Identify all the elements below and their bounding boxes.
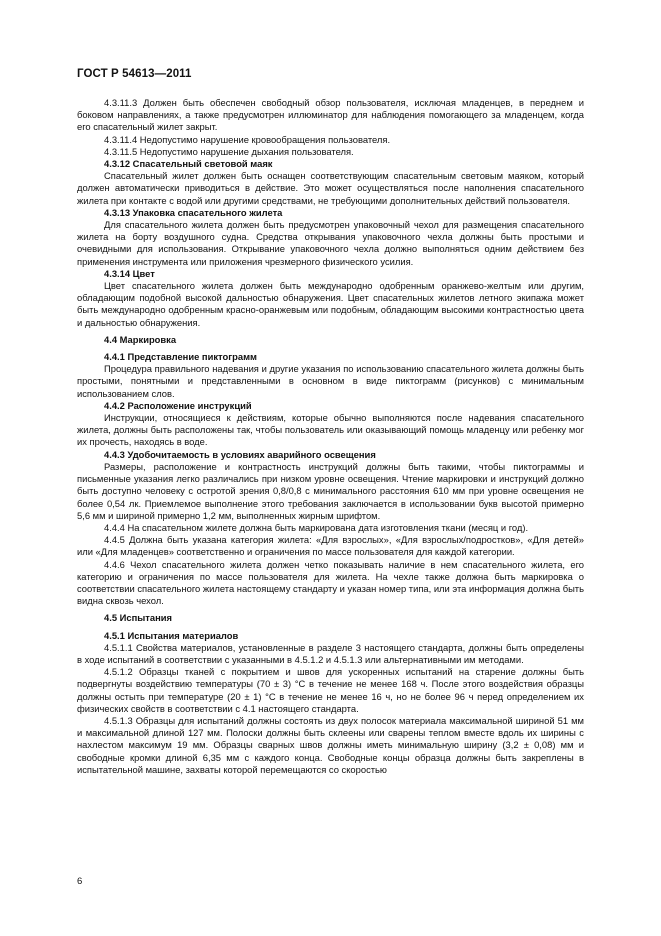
paragraph: 4.3.11.3 Должен быть обеспечен свободный обзор пользователя, исключая младенцев, в переднем и боковом направлениях, а также предусмотрен иллюминатор для наблюдения помогающего за младенцем, когда его спасательный жилет закрыт.	[77, 97, 584, 133]
section-heading: 4.4.2 Расположение инструкций	[104, 399, 252, 411]
section-heading: 4.4.3 Удобочитаемость в условиях аварийного освещения	[104, 448, 376, 460]
section-heading: 4.3.12 Спасательный световой маяк	[104, 158, 273, 170]
section-heading: 4.4 Маркировка	[104, 333, 177, 345]
paragraph: 4.5.1.3 Образцы для испытаний должны состоять из двух полосок материала максимальной шириной 51 мм и максимальной длиной 127 мм. Полоски должны быть склеены или сварены теплом вместе вдоль их ширины с нахлестом максимум 19 мм. Образцы сварных швов должны иметь минимальную ширину (3,2 ± 0,08) мм и свободные кромки длиной 6,35 мм с каждого конца. Свободные концы образца должны быть закреплены в испытательной машине, захваты которой перемещаются со скоростью	[77, 714, 584, 775]
section-heading: 4.5 Испытания	[104, 612, 172, 624]
document-header: ГОСТ Р 54613—2011	[77, 68, 192, 80]
paragraph: 4.3.11.5 Недопустимо нарушение дыхания пользователя.	[104, 145, 354, 157]
paragraph: 4.5.1.2 Образцы тканей с покрытием и швов для ускоренных испытаний на старение должны быть подвергнуты воздействию температуры (70 ± 3) °С в течение не менее 168 ч. После этого воздействия образцы должны остыть при температуре (20 ± 1) °С в течение не менее 16 ч, но не более 96 ч перед определением их физических свойств в соответствии с 4.1 настоящего стандарта.	[77, 666, 584, 714]
section-heading: 4.3.13 Упаковка спасательного жилета	[104, 206, 283, 218]
paragraph: Процедура правильного надевания и другие указания по использованию спасательного жилета должны быть простыми, понятными и представленными в основном в виде пиктограмм (рисунков) с минимальным использованием слов.	[77, 363, 584, 399]
paragraph: Размеры, расположение и контрастность инструкций должны быть такими, чтобы пиктограммы и письменные указания легко различались при низком уровне освещения. Чтение маркировки и инструкций должно быть доступно человеку с остротой зрения 0,8/0,8 с минимального расстояния 610 мм при уровне освещения не более 0,54 лк. Приемлемое выполнение этого требования заключается в использовании букв высотой примерно 5,6 мм и шириной примерно 1,2 мм, выполненных жирным шрифтом.	[77, 460, 584, 521]
paragraph: 4.4.5 Должна быть указана категория жилета: «Для взрослых», «Для взрослых/подростков», «Для детей» или «Для младенцев» соответственно и ограничения по массе пользователя для каждой категории.	[77, 534, 584, 558]
paragraph: 4.5.1.1 Свойства материалов, установленные в разделе 3 настоящего стандарта, должны быть определены в ходе испытаний в соответствии с указанными в 4.5.1.2 и 4.5.1.3 или альтернативными им методами.	[77, 641, 584, 665]
paragraph: 4.4.6 Чехол спасательного жилета должен четко показывать наличие в нем спасательного жилета, его категорию и ограничения по массе пользователя для жилета. На чехле также должна быть маркировка о соответствии спасательного жилета настоящему стандарту и указан номер типа, или эта информация должна быть видна сквозь чехол.	[77, 558, 584, 607]
paragraph: 4.4.4 На спасательном жилете должна быть маркирована дата изготовления ткани (месяц и год).	[104, 521, 529, 533]
paragraph: Цвет спасательного жилета должен быть международно одобренным оранжево-желтым или другим, обладающим подобной высокой дальностью обнаружения. Цвет спасательных жилетов летного экипажа может быть международно одобренным красно-оранжевым или подобным, обладающим высокими контрастностью цвета и дальностью обнаружения.	[77, 280, 584, 328]
document-body	[77, 97, 584, 776]
paragraph: Инструкции, относящиеся к действиям, которые обычно выполняются после надевания спасательного жилета, должны быть расположены так, чтобы пользователь или оказывающий помощь младенцу или ребенку мог их прочесть, находясь в воде.	[77, 412, 584, 448]
section-heading: 4.5.1 Испытания материалов	[104, 629, 239, 641]
paragraph: Для спасательного жилета должен быть предусмотрен упаковочный чехол для размещения спасательного жилета на борту воздушного судна. Средства открывания упаковочного чехла должны быть простыми и очевидными для использования. Открывание упаковочного чехла должно выполняться одним действием без применения инструмента или приложения чрезмерного физического усилия.	[77, 219, 584, 267]
section-heading: 4.4.1 Представление пиктограмм	[104, 351, 257, 363]
page-number: 6	[77, 876, 83, 887]
section-heading: 4.3.14 Цвет	[104, 267, 155, 279]
paragraph: Спасательный жилет должен быть оснащен соответствующим спасательным световым маяком, который должен автоматически приводиться в действие. Это может осуществляться после наполнения спасательного жилета при контакте с водой или другими средствами, не требующими дополнительных действий пользователя.	[77, 170, 584, 206]
paragraph: 4.3.11.4 Недопустимо нарушение кровообращения пользователя.	[104, 133, 391, 145]
